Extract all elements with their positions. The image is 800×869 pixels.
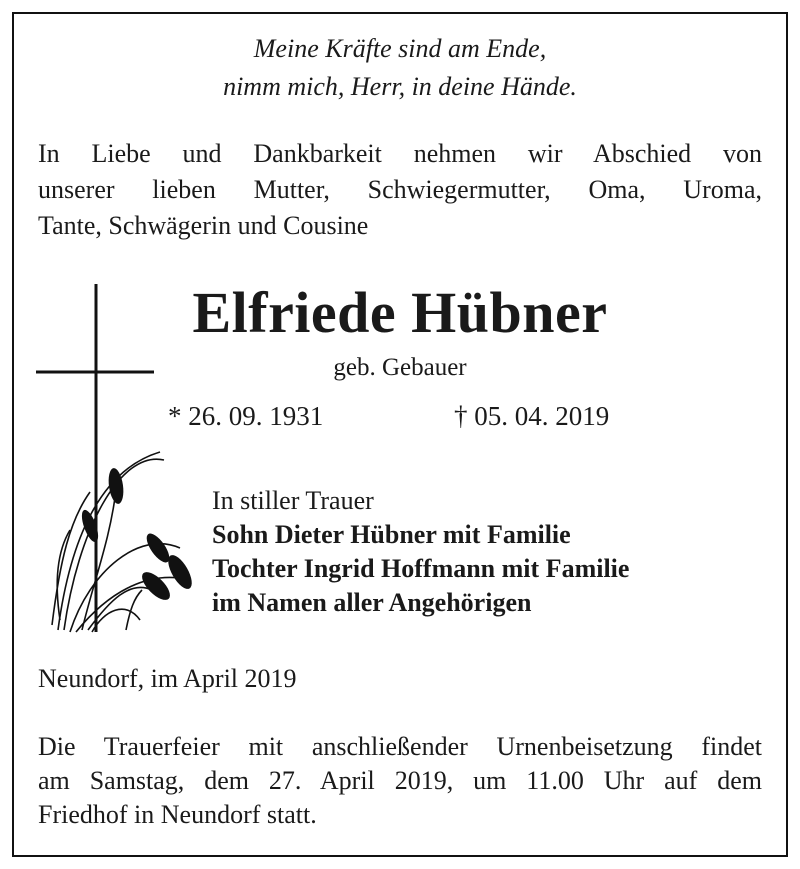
mourner-line-1: Sohn Dieter Hübner mit Familie (212, 520, 571, 549)
poem-line-1: Meine Kräfte sind am Ende, (253, 34, 547, 63)
mourner-line-2: Tochter Ingrid Hoffmann mit Familie (212, 554, 630, 583)
funeral-info (38, 730, 762, 832)
intro-text (38, 136, 762, 244)
deceased-name: Elfriede Hübner (192, 280, 608, 345)
funeral-line-3: Friedhof in Neundorf statt. (38, 800, 317, 829)
funeral-line-2: am Samstag, dem 27. April 2019, um 11.00 Uhr auf dem (38, 766, 762, 795)
maiden-name: geb. Gebauer (333, 354, 467, 381)
place-date: Neundorf, im April 2019 (38, 664, 297, 693)
mourner-line-3: im Namen aller Angehörigen (212, 588, 532, 617)
intro-line-1: In Liebe und Dankbarkeit nehmen wir Abschied von (38, 139, 762, 168)
death-date: † 05. 04. 2019 (454, 401, 610, 431)
mourners-heading: In stiller Trauer (212, 486, 374, 515)
intro-line-3: Tante, Schwägerin und Cousine (38, 211, 369, 240)
poem (0, 30, 800, 106)
funeral-line-1: Die Trauerfeier mit anschließender Urnenbeisetzung findet (38, 732, 762, 761)
birth-date: * 26. 09. 1931 (168, 401, 324, 431)
poem-line-2: nimm mich, Herr, in deine Hände. (223, 72, 577, 101)
mourners-block (212, 484, 629, 620)
intro-line-2: unserer lieben Mutter, Schwiegermutter, Oma, Uroma, (38, 175, 762, 204)
